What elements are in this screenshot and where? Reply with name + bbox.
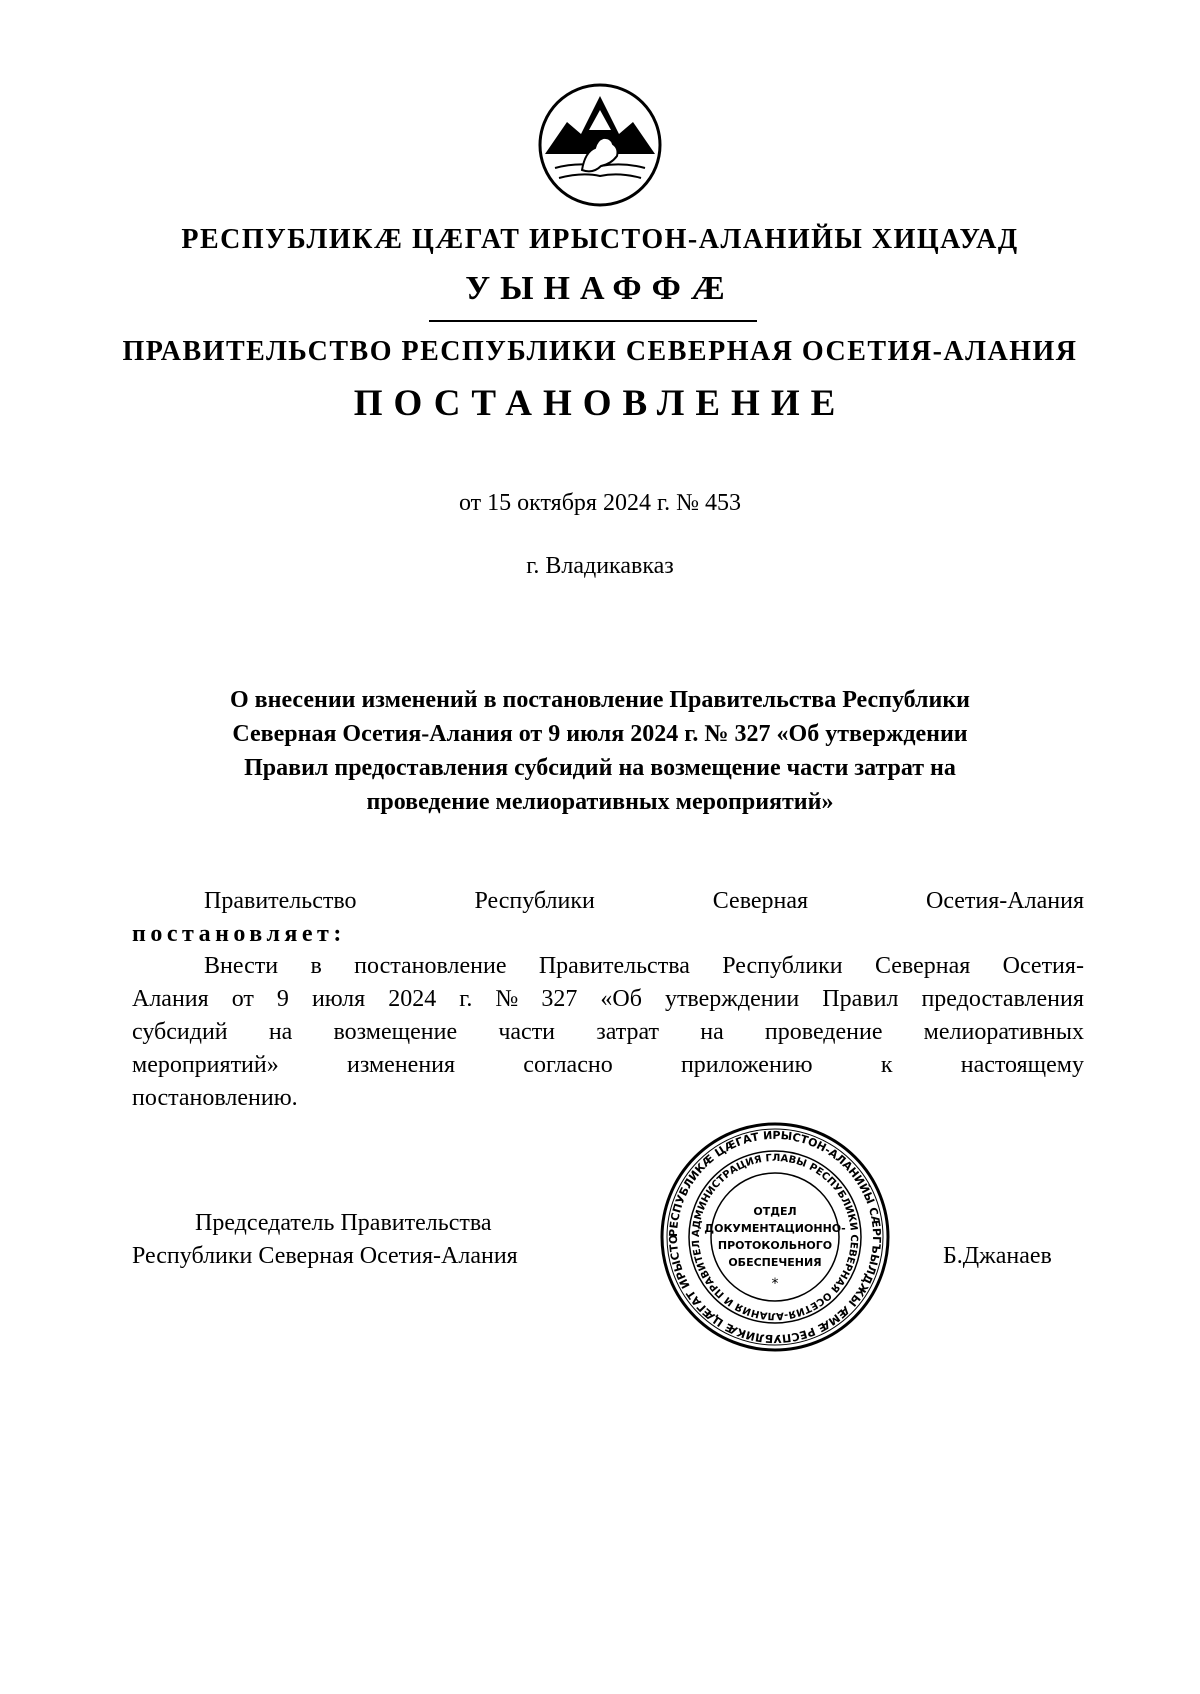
russian-doc-type: ПОСТАНОВЛЕНИЕ <box>353 383 847 424</box>
preamble-word: Осетия-Алания <box>926 888 1084 914</box>
ossetian-org-name: РЕСПУБЛИКÆ ЦÆГАТ ИРЫСТОН-АЛАНИЙЫ ХИЦАУАД <box>181 224 1019 255</box>
decree-word: затрат <box>596 1019 660 1045</box>
postanovlyaet-word: постановляет: <box>132 921 346 947</box>
signatory-position <box>132 1207 518 1273</box>
decree-line <box>132 1049 1084 1082</box>
seal-center-line: ДОКУМЕНТАЦИОННО- <box>704 1222 846 1235</box>
preamble-word: Правительство <box>204 888 357 914</box>
position-line: Республики Северная Осетия-Алания <box>132 1243 518 1269</box>
preamble-word: Республики <box>474 888 595 914</box>
document-date-number: от 15 октября 2024 г. № 453 <box>458 490 741 516</box>
preamble-line <box>132 885 1084 918</box>
decree-word: 327 <box>541 986 578 1012</box>
decree-word: «Об <box>600 986 642 1012</box>
decree-word: постановление <box>354 953 507 979</box>
preamble-word: Северная <box>712 888 809 914</box>
russian-org-name: ПРАВИТЕЛЬСТВО РЕСПУБЛИКИ СЕВЕРНАЯ ОСЕТИЯ-АЛАНИЯ <box>122 336 1078 367</box>
decree-word: мероприятий» <box>132 1052 279 1078</box>
decree-word: на <box>268 1019 293 1045</box>
decree-word: от <box>231 986 254 1012</box>
seal-center-line: ОБЕСПЕЧЕНИЯ <box>728 1256 822 1269</box>
decree-word: предоставления <box>921 986 1084 1012</box>
position-line: Председатель Правительства <box>195 1210 492 1236</box>
seal-star-icon: * <box>771 1276 779 1292</box>
seal-center-line: ОТДЕЛ <box>753 1205 797 1218</box>
republic-emblem-icon <box>537 82 663 208</box>
decree-word: согласно <box>523 1052 613 1078</box>
decree-word: возмещение <box>333 1019 458 1045</box>
decree-word: 2024 <box>388 986 437 1012</box>
decree-line <box>132 983 1084 1016</box>
document-city: г. Владикавказ <box>526 553 674 579</box>
decree-word: Алания <box>132 986 209 1012</box>
decree-word: г. <box>459 986 473 1012</box>
decree-word: утверждении <box>664 986 800 1012</box>
decree-word: проведение <box>764 1019 883 1045</box>
decree-word: к <box>880 1052 893 1078</box>
decree-word: Осетия- <box>1002 953 1084 979</box>
seal-center-line: ПРОТОКОЛЬНОГО <box>717 1239 833 1252</box>
decree-word: Правил <box>822 986 899 1012</box>
seal-outer-ring: РЕСПУБЛИКÆ ЦÆГАТ ИРЫСТОН-АЛАНИЙЫ СÆРГЪЫЛДЖЫ ÆМÆ РЕСПУБЛИКÆ ЦÆГАТ ИРЫСТО <box>666 1128 884 1346</box>
subject-line: проведение мелиоративных мероприятий» <box>366 789 834 815</box>
decree-word: № <box>495 986 519 1012</box>
decree-line <box>132 1016 1084 1049</box>
header-divider <box>429 320 757 322</box>
subject-line: О внесении изменений в постановление Правительства Республики <box>229 687 970 713</box>
decree-word: в <box>310 953 322 979</box>
decree-word: мелиоративных <box>923 1019 1084 1045</box>
ossetian-doc-type: УЫНАФФÆ <box>465 270 735 307</box>
seal-inner-ring: АДМИНИСТРАЦИЯ ГЛАВЫ РЕСПУБЛИКИ СЕВЕРНАЯ ОСЕТИЯ-АЛАНИЯ И ПРАВИТЕЛ <box>690 1152 860 1322</box>
decree-word: субсидий <box>132 1019 228 1045</box>
decree-word: Республики <box>722 953 843 979</box>
decree-word: настоящему <box>960 1052 1084 1078</box>
decree-word: 9 <box>276 986 289 1012</box>
decree-word: на <box>700 1019 724 1045</box>
decree-line <box>132 950 1084 983</box>
decree-word: части <box>498 1019 556 1045</box>
subject-line: Правил предоставления субсидий на возмещение части затрат на <box>244 755 956 781</box>
decree-word: Северная <box>874 953 971 979</box>
decree-word: Внести <box>204 953 279 979</box>
subject-line: Северная Осетия-Алания от 9 июля 2024 г. № 327 «Об утверждении <box>232 721 968 747</box>
signatory-name: Б.Джанаев <box>943 1243 1052 1269</box>
document-subject <box>0 683 1200 819</box>
decree-word: Правительства <box>538 953 690 979</box>
official-seal <box>658 1120 892 1354</box>
decree-paragraph <box>132 950 1084 1115</box>
decree-word: приложению <box>680 1052 813 1078</box>
decree-word: изменения <box>347 1052 456 1078</box>
preamble-paragraph <box>132 885 1084 951</box>
decree-word: июля <box>311 986 366 1012</box>
decree-last-line: постановлению. <box>132 1085 298 1111</box>
